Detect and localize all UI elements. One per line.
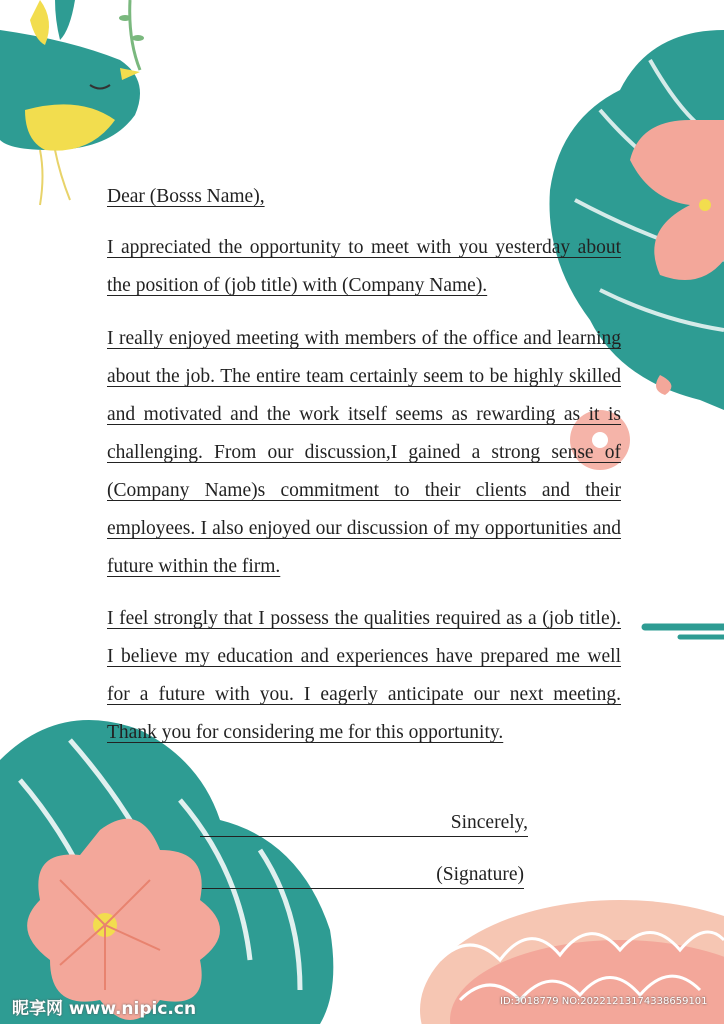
salutation: Dear (Bosss Name),: [107, 186, 265, 207]
closing: Sincerely,: [200, 810, 528, 837]
watermark-id: ID:3018779 NO:20221213174338659101: [500, 996, 708, 1007]
paragraph-2: I really enjoyed meeting with members of the office and learning about the job. The entire team certainly seem to be highly skilled and motivated and the work itself seems as rewarding as it is challenging. From our discussion,I gained a strong sense of (Company Name)s commitment to their clients and their employees. I also enjoyed our discussion of my opportunities and future within the firm.: [107, 328, 621, 577]
bird-illustration: [0, 0, 144, 205]
watermark-logo: 昵享网 www.nipic.cn: [12, 999, 197, 1019]
signature-line: (Signature): [202, 862, 524, 889]
right-wave: [645, 627, 724, 637]
paragraph-1: I appreciated the opportunity to meet with you yesterday about the position of (job title) with (Company Name).: [107, 237, 621, 296]
paragraph-3: I feel strongly that I possess the qualities required as a (job title). I believe my education and experiences have prepared me well for a future with you. I eagerly anticipate our next meeting. Thank you for considering me for this opportunity.: [107, 608, 621, 743]
